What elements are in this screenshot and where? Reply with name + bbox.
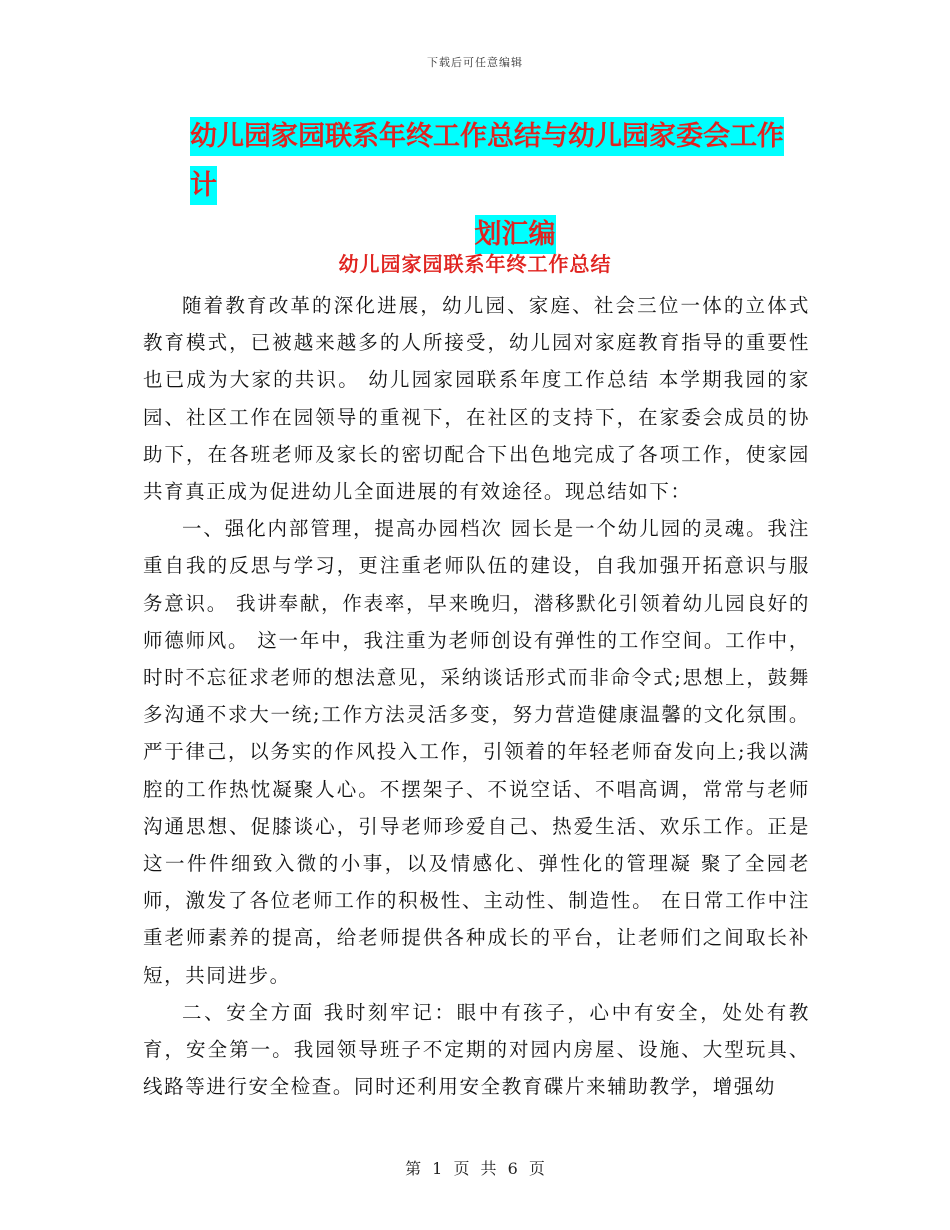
paragraph: 二、安全方面 我时刻牢记：眼中有孩子，心中有安全，处处有教育，安全第一。我园领导班子不定期的对园内房屋、设施、大型玩具、线路等进行安全检查。同时还利用安全教育碟片来辅助教学，增强幼 — [143, 1000, 810, 1099]
document-title-line-2: 划汇编 — [475, 215, 556, 254]
document-body — [143, 287, 810, 1105]
section-title: 幼儿园家园联系年终工作总结 — [338, 252, 612, 276]
page-number: 第 1 页 共 6 页 — [405, 1159, 545, 1178]
page-header: 下载后可任意编辑 — [427, 56, 523, 69]
paragraph: 随着教育改革的深化进展，幼儿园、家庭、社会三位一体的立体式教育模式，已被越来越多的人所接受，幼儿园对家庭教育指导的重要性也已成为大家的共识。 幼儿园家园联系年度工作总结 本学期我园的家园、社区工作在园领导的重视下，在社区的支持下，在家委会成员的协助下，在各班老师及家长的密切配合下出色地完成了各项工作，使家园共育真正成为促进幼儿全面进展的有效途径。现总结如下： — [143, 294, 810, 504]
document-title-line-1: 幼儿园家园联系年终工作总结与幼儿园家委会工作计 — [190, 117, 784, 205]
paragraph: 一、强化内部管理，提高办园档次 园长是一个幼儿园的灵魂。我注重自我的反思与学习，更注重老师队伍的建设，自我加强开拓意识与服务意识。 我讲奉献，作表率，早来晚归，潜移默化引领着幼儿园良好的师德师风。 这一年中，我注重为老师创设有弹性的工作空间。工作中，时时不忘征求老师的想法意见，采纳谈话形式而非命令式;思想上，鼓舞多沟通不求大一统;工作方法灵活多变，努力营造健康温馨的文化氛围。严于律己，以务实的作风投入工作，引领着的年轻老师奋发向上;我以满腔的工作热忱凝聚人心。不摆架子、不说空话、不唱高调，常常与老师沟通思想、促膝谈心，引导老师珍爱自己、热爱生活、欢乐工作。正是这一件件细致入微的小事，以及情感化、弹性化的管理凝 聚了全园老师，激发了各位老师工作的积极性、主动性、制造性。 在日常工作中注重老师素养的提高，给老师提供各种成长的平台，让老师们之间取长补短，共同进步。 — [143, 517, 810, 987]
document-title — [190, 112, 810, 259]
